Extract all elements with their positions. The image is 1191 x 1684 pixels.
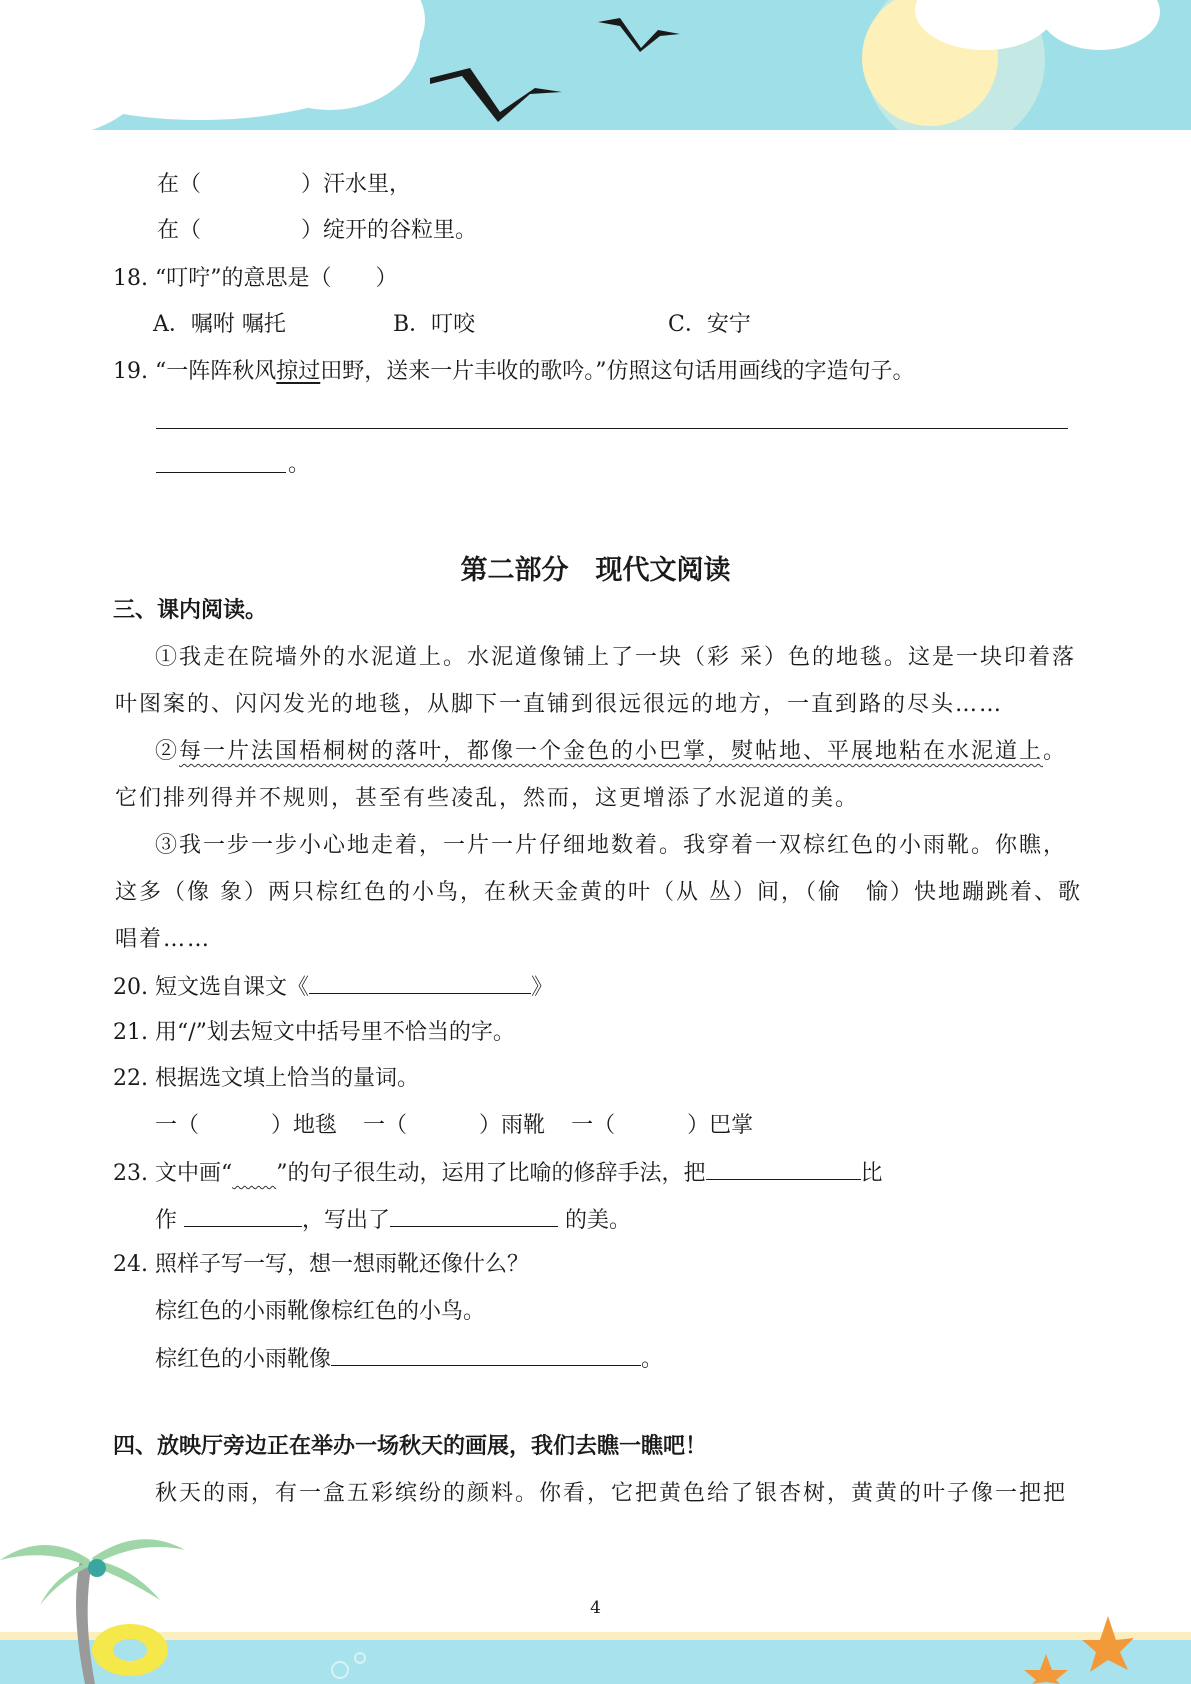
q23-stem-end: 比 — [860, 1161, 883, 1186]
sea-band — [0, 1638, 1191, 1684]
q22-item-2-post: ）雨靴 — [479, 1113, 546, 1138]
q22-item-3-pre: 一（ — [571, 1113, 616, 1138]
passage-p1-line-1: ①我走在院墙外的水泥道上。水泥道像铺上了一块（彩 采）色的地毯。这是一块印着落 — [155, 645, 1076, 670]
q20-number: 20. — [113, 975, 148, 1000]
passage-p3-line-2: 这多（像 象）两只棕红色的小鸟，在秋天金黄的叶（从 丛）间，（偷 愉）快地蹦跳着、歌 — [115, 880, 1082, 905]
q24-number: 24. — [113, 1252, 148, 1277]
q19-stem-post: 田野，送来一片丰收的歌吟。”仿照这句话用画线的字造句子。 — [320, 359, 915, 384]
q17-line-1-pre: 在（ — [157, 172, 202, 197]
passage-p2-line-1 — [155, 737, 1067, 767]
q23-blank-3[interactable] — [390, 1204, 558, 1227]
q20-answer-blank[interactable] — [309, 971, 531, 994]
question-24 — [113, 1250, 529, 1280]
q22-item-1-pre: 一（ — [155, 1113, 200, 1138]
q22-stem: 根据选文填上恰当的量词。 — [155, 1066, 420, 1091]
q22-item-2-pre: 一（ — [363, 1113, 408, 1138]
q21-number: 21. — [113, 1020, 148, 1045]
passage-p2-line-2: 它们排列得并不规则，甚至有些凌乱，然而，这更增添了水泥道的美。 — [115, 786, 860, 811]
q23-line2-end: 的美。 — [565, 1208, 632, 1233]
question-18 — [113, 264, 398, 294]
question-22 — [113, 1064, 419, 1094]
q23-line2-pre: 作 — [155, 1208, 178, 1233]
section-3-heading: 三、课内阅读。 — [113, 598, 268, 623]
section-4-passage-line-1: 秋天的雨，有一盒五彩缤纷的颜料。你看，它把黄色给了银杏树，黄黄的叶子像一把把 — [155, 1481, 1068, 1506]
question-21 — [113, 1018, 515, 1048]
q23-number: 23. — [113, 1161, 148, 1186]
q24-fill-pre: 棕红色的小雨靴像 — [155, 1347, 332, 1372]
sand-strip — [0, 1632, 1191, 1640]
q17-line-1-post: ）汗水里， — [301, 172, 412, 197]
q23-stem-pre: 文中画“ — [155, 1161, 233, 1186]
q24-answer-blank[interactable] — [331, 1343, 641, 1366]
q18-option-a: A．嘱咐 嘱托 — [153, 312, 286, 337]
passage-p2-period: 。 — [1043, 739, 1068, 764]
q24-fill-end: 。 — [641, 1347, 664, 1372]
q21-stem: 用“/”划去短文中括号里不恰当的字。 — [155, 1020, 515, 1045]
q18-number: 18. — [113, 266, 148, 291]
q20-close-bracket: 》 — [531, 975, 554, 1000]
q18-options — [153, 310, 751, 340]
coconut-icon — [88, 1559, 106, 1577]
section-4-heading: 四、放映厅旁边正在举办一场秋天的画展，我们去瞧一瞧吧！ — [113, 1434, 708, 1459]
q18-option-c: C．安宁 — [668, 312, 751, 337]
passage-p1-line-2: 叶图案的、闪闪发光的地毯，从脚下一直铺到很远很远的地方，一直到路的尽头…… — [115, 692, 1004, 717]
q17-line-2 — [157, 216, 477, 246]
q23-line-2 — [155, 1204, 631, 1236]
q17-line-2-post: ）绽开的谷粒里。 — [301, 218, 478, 243]
passage-p2-mark: ② — [155, 739, 180, 764]
passage-wavy-sentence: 每一片法国梧桐树的落叶，都像一个金色的小巴掌，熨帖地、平展地粘在水泥道上 — [179, 739, 1044, 764]
q19-number: 19. — [113, 359, 148, 384]
question-20 — [113, 971, 553, 1003]
q19-answer-line[interactable] — [156, 428, 1068, 429]
q22-fill-items — [155, 1111, 753, 1141]
q19-stem-pre: “一阵阵秋风 — [155, 359, 277, 384]
q17-line-1 — [157, 170, 411, 200]
q24-example: 棕红色的小雨靴像棕红色的小鸟。 — [155, 1299, 486, 1324]
q20-stem: 短文选自课文《 — [155, 975, 310, 1000]
header-banner — [0, 0, 1191, 135]
page-number: 4 — [590, 1598, 601, 1618]
q19-end-mark: 。 — [288, 452, 311, 477]
q24-fill — [155, 1343, 663, 1375]
passage-p3-line-1: ③我一步一步小心地走着，一片一片仔细地数着。我穿着一双棕红色的小雨靴。你瞧， — [155, 833, 1068, 858]
q23-line2-mid: ，写出了 — [302, 1208, 391, 1233]
q23-wavy-sample — [232, 1161, 276, 1186]
q18-stem: “叮咛”的意思是（ ） — [155, 266, 398, 291]
q18-option-b: B．叮咬 — [393, 312, 476, 337]
q17-line-2-pre: 在（ — [157, 218, 202, 243]
q23-stem-mid: ”的句子很生动，运用了比喻的修辞手法，把 — [276, 1161, 706, 1186]
q19-answer-line-2[interactable] — [156, 472, 286, 473]
q24-stem: 照样子写一写，想一想雨靴还像什么？ — [155, 1252, 530, 1277]
q23-blank-2[interactable] — [184, 1204, 302, 1227]
part-title: 第二部分 现代文阅读 — [460, 555, 731, 586]
q19-underlined-word: 掠过 — [276, 359, 321, 384]
q22-item-3-post: ）巴掌 — [687, 1113, 754, 1138]
question-23 — [113, 1157, 883, 1189]
passage-p3-line-3: 唱着…… — [115, 927, 212, 952]
question-19 — [113, 357, 915, 387]
q22-item-1-post: ）地毯 — [271, 1113, 338, 1138]
swim-ring-icon — [92, 1624, 168, 1676]
q23-blank-1[interactable] — [706, 1157, 861, 1180]
q22-number: 22. — [113, 1066, 148, 1091]
